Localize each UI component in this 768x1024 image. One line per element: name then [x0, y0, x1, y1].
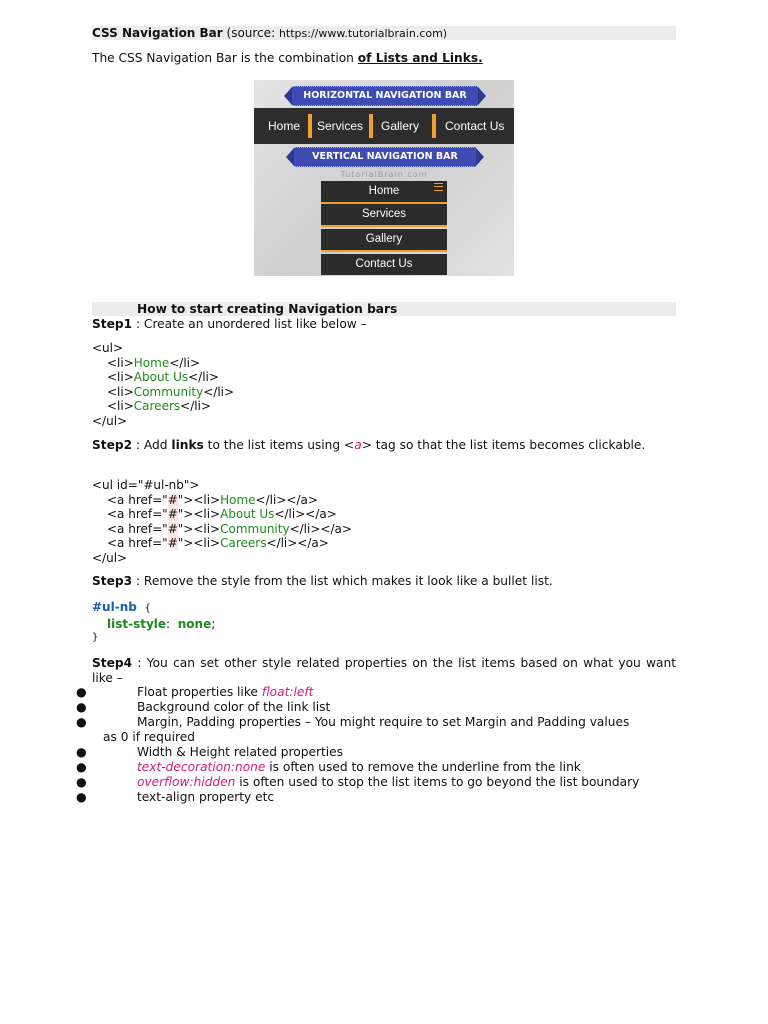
step1-paragraph: [92, 317, 676, 332]
step1-label: Step1: [92, 317, 133, 331]
vnav-item-gallery: Gallery: [321, 229, 447, 252]
step3-label: Step3: [92, 574, 133, 588]
document-title: [92, 26, 676, 40]
hnav-item-home: Home: [268, 119, 301, 133]
list-item: ● text-decoration:none is often used to remove the underline from the link: [76, 760, 581, 774]
horizontal-ribbon: HORIZONTAL NAVIGATION BAR: [292, 86, 478, 106]
code-line: <li>Careers</li>: [107, 399, 211, 413]
hnav-separator: [308, 114, 312, 138]
code-line: <ul id="#ul-nb">: [92, 478, 200, 492]
intro-emphasis: of Lists and Links.: [357, 51, 483, 65]
code-line: <a href="#"><li>Community</li></a>: [107, 521, 352, 536]
code-line: <a href="#"><li>About Us</li></a>: [107, 507, 337, 521]
step3-text: : Remove the style from the list which makes it look like a bullet list.: [132, 574, 553, 588]
code-line: list-style: none;: [107, 616, 216, 631]
hnav-separator: [432, 114, 436, 138]
step4-label: Step4: [92, 656, 133, 670]
intro-text: The CSS Navigation Bar is the combination: [92, 51, 358, 65]
hamburger-icon: [434, 183, 443, 191]
horizontal-nav-bar: [254, 108, 514, 144]
code-line: <a href="#"><li>Home</li></a>: [107, 492, 318, 507]
step2-bold: links: [171, 438, 204, 452]
step2-label: Step2: [92, 438, 133, 452]
code-block-2: [92, 478, 352, 565]
hnav-item-contact: Contact Us: [445, 119, 505, 133]
vnav-label: Home: [368, 185, 400, 197]
intro-paragraph: [92, 51, 483, 66]
section-heading: [92, 302, 676, 316]
list-item: ● Background color of the link list: [76, 700, 331, 714]
list-item: ● text-align property etc: [76, 790, 275, 804]
source-prefix: (source:: [226, 26, 276, 40]
vnav-item-home: [321, 181, 447, 204]
code-block-1: [92, 341, 234, 428]
code-line: #ul-nb {: [92, 600, 151, 614]
code-line: </ul>: [92, 413, 128, 428]
step1-text: : Create an unordered list like below –: [132, 317, 367, 331]
hnav-separator: [369, 114, 373, 138]
code-line: <a href="#"><li>Careers</li></a>: [107, 536, 329, 550]
code-line: <li>Community</li>: [107, 384, 235, 399]
source-url: https://www.tutorialbrain.com): [278, 27, 448, 40]
hnav-item-gallery: Gallery: [381, 119, 420, 133]
step4-paragraph: [92, 656, 676, 686]
list-item: ● overflow:hidden is often used to stop the list items to go beyond the list boundary: [76, 775, 640, 789]
heading-text: How to start creating Navigation bars: [137, 302, 398, 316]
list-item: ● Width & Height related properties: [76, 745, 343, 759]
code-line: <li>About Us</li>: [107, 370, 219, 384]
watermark: TutorialBrain.com: [340, 170, 428, 179]
vnav-item-contact: Contact Us: [321, 254, 447, 275]
code-line: }: [92, 632, 99, 643]
hnav-item-services: Services: [317, 119, 364, 133]
bullet-list: [76, 685, 676, 805]
list-item: ● Float properties like float:left: [76, 685, 314, 699]
vertical-ribbon: VERTICAL NAVIGATION BAR: [294, 147, 476, 167]
code-line: <ul>: [92, 341, 124, 355]
list-item: ● Margin, Padding properties – You might require to set Margin and Padding values as 0 if required: [76, 715, 630, 744]
vnav-item-services: Services: [321, 204, 447, 227]
step2-paragraph: Step2 : Add links to the list items using <a> tag so that the list items becomes clickable.: [92, 438, 646, 452]
code-line: </ul>: [92, 550, 128, 565]
code-block-3: [92, 600, 215, 646]
code-line: <li>Home</li>: [107, 355, 201, 370]
step3-paragraph: [92, 574, 676, 589]
title-label: CSS Navigation Bar: [92, 26, 223, 40]
navigation-bar-illustration: [254, 80, 514, 276]
step4-text: : You can set other style related properties on the list items based on what you want like –: [92, 656, 676, 685]
